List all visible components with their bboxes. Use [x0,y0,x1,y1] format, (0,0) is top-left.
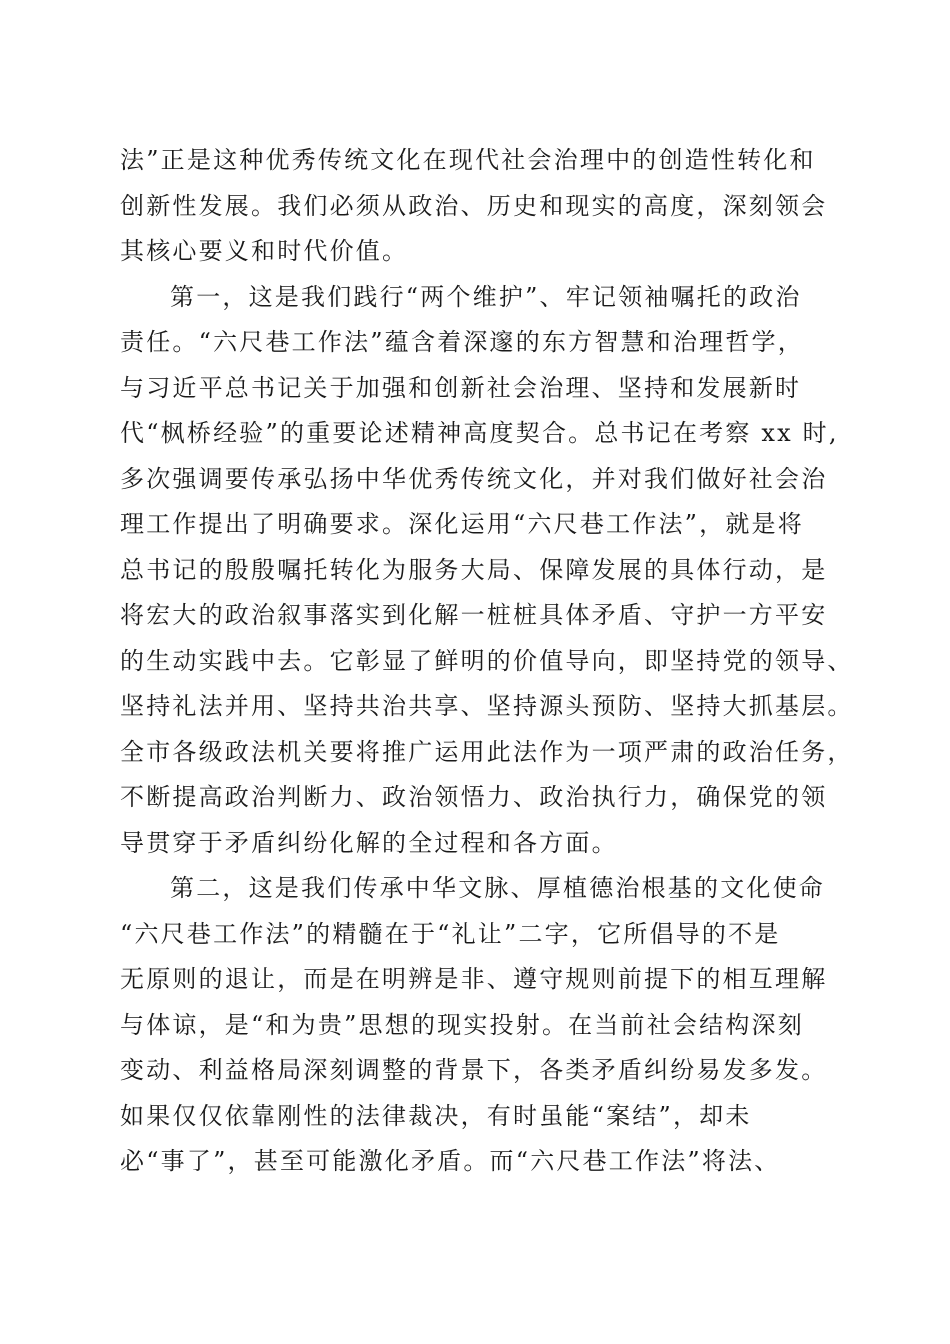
text-line: 与习近平总书记关于加强和创新社会治理、坚持和发展新时 [120,373,802,402]
document-body [120,138,854,1185]
text-line: 必“事了”，甚至可能激化矛盾。而“六尺巷工作法”将法、 [120,1147,781,1175]
text-line: 导贯穿于矛盾纠纷化解的全过程和各方面。 [120,828,618,857]
text-line: 总书记的殷殷嘱托转化为服务大局、保障发展的具体行动，是 [120,555,828,584]
text-line: 将宏大的政治叙事落实到化解一桩桩具体矛盾、守护一方平安 [120,601,828,629]
text-line: 全市各级政法机关要将推广运用此法作为一项严肃的政治任务， [120,737,854,766]
text-line: 无原则的退让，而是在明辨是非、遵守规则前提下的相互理解 [120,965,828,993]
text-line: 变动、利益格局深刻调整的背景下，各类矛盾纠纷易发多发。 [120,1056,828,1084]
text-line: 第一，这是我们践行“两个维护”、牢记领袖嘱托的政治 [170,282,802,311]
text-line: 责任。“六尺巷工作法”蕴含着深邃的东方智慧和治理哲学， [120,328,804,356]
text-line: 坚持礼法并用、坚持共治共享、坚持源头预防、坚持大抓基层。 [120,692,854,720]
text-line: 与体谅，是“和为贵”思想的现实投射。在当前社会结构深刻 [120,1010,804,1039]
paragraph-first [120,275,854,867]
text-line: 创新性发展。我们必须从政治、历史和现实的高度，深刻领会 [120,191,828,220]
text-line: “六尺巷工作法”的精髓在于“礼让”二字，它所倡导的不是 [120,919,781,948]
text-line: 理工作提出了明确要求。深化运用“六尺巷工作法”，就是将 [120,510,804,538]
text-line: 代“枫桥经验”的重要论述精神高度契合。总书记在考察 xx 时, [120,419,839,447]
text-line: 不断提高政治判断力、政治领悟力、政治执行力，确保党的领 [120,783,828,811]
text-line: 多次强调要传承弘扬中华优秀传统文化，并对我们做好社会治 [120,464,828,493]
text-line: 其核心要义和时代价值。 [120,237,409,265]
paragraph-second [120,866,840,1185]
text-line: 如果仅仅依靠刚性的法律裁决，有时虽能“案结”，却未 [120,1101,752,1130]
text-line: 第二，这是我们传承中华文脉、厚植德治根基的文化使命 [170,874,825,902]
text-line: 法”正是这种优秀传统文化在现代社会治理中的创造性转化和 [120,146,816,174]
paragraph-intro [120,138,840,275]
text-line: 的生动实践中去。它彰显了鲜明的价值导向，即坚持党的领导、 [120,646,854,675]
